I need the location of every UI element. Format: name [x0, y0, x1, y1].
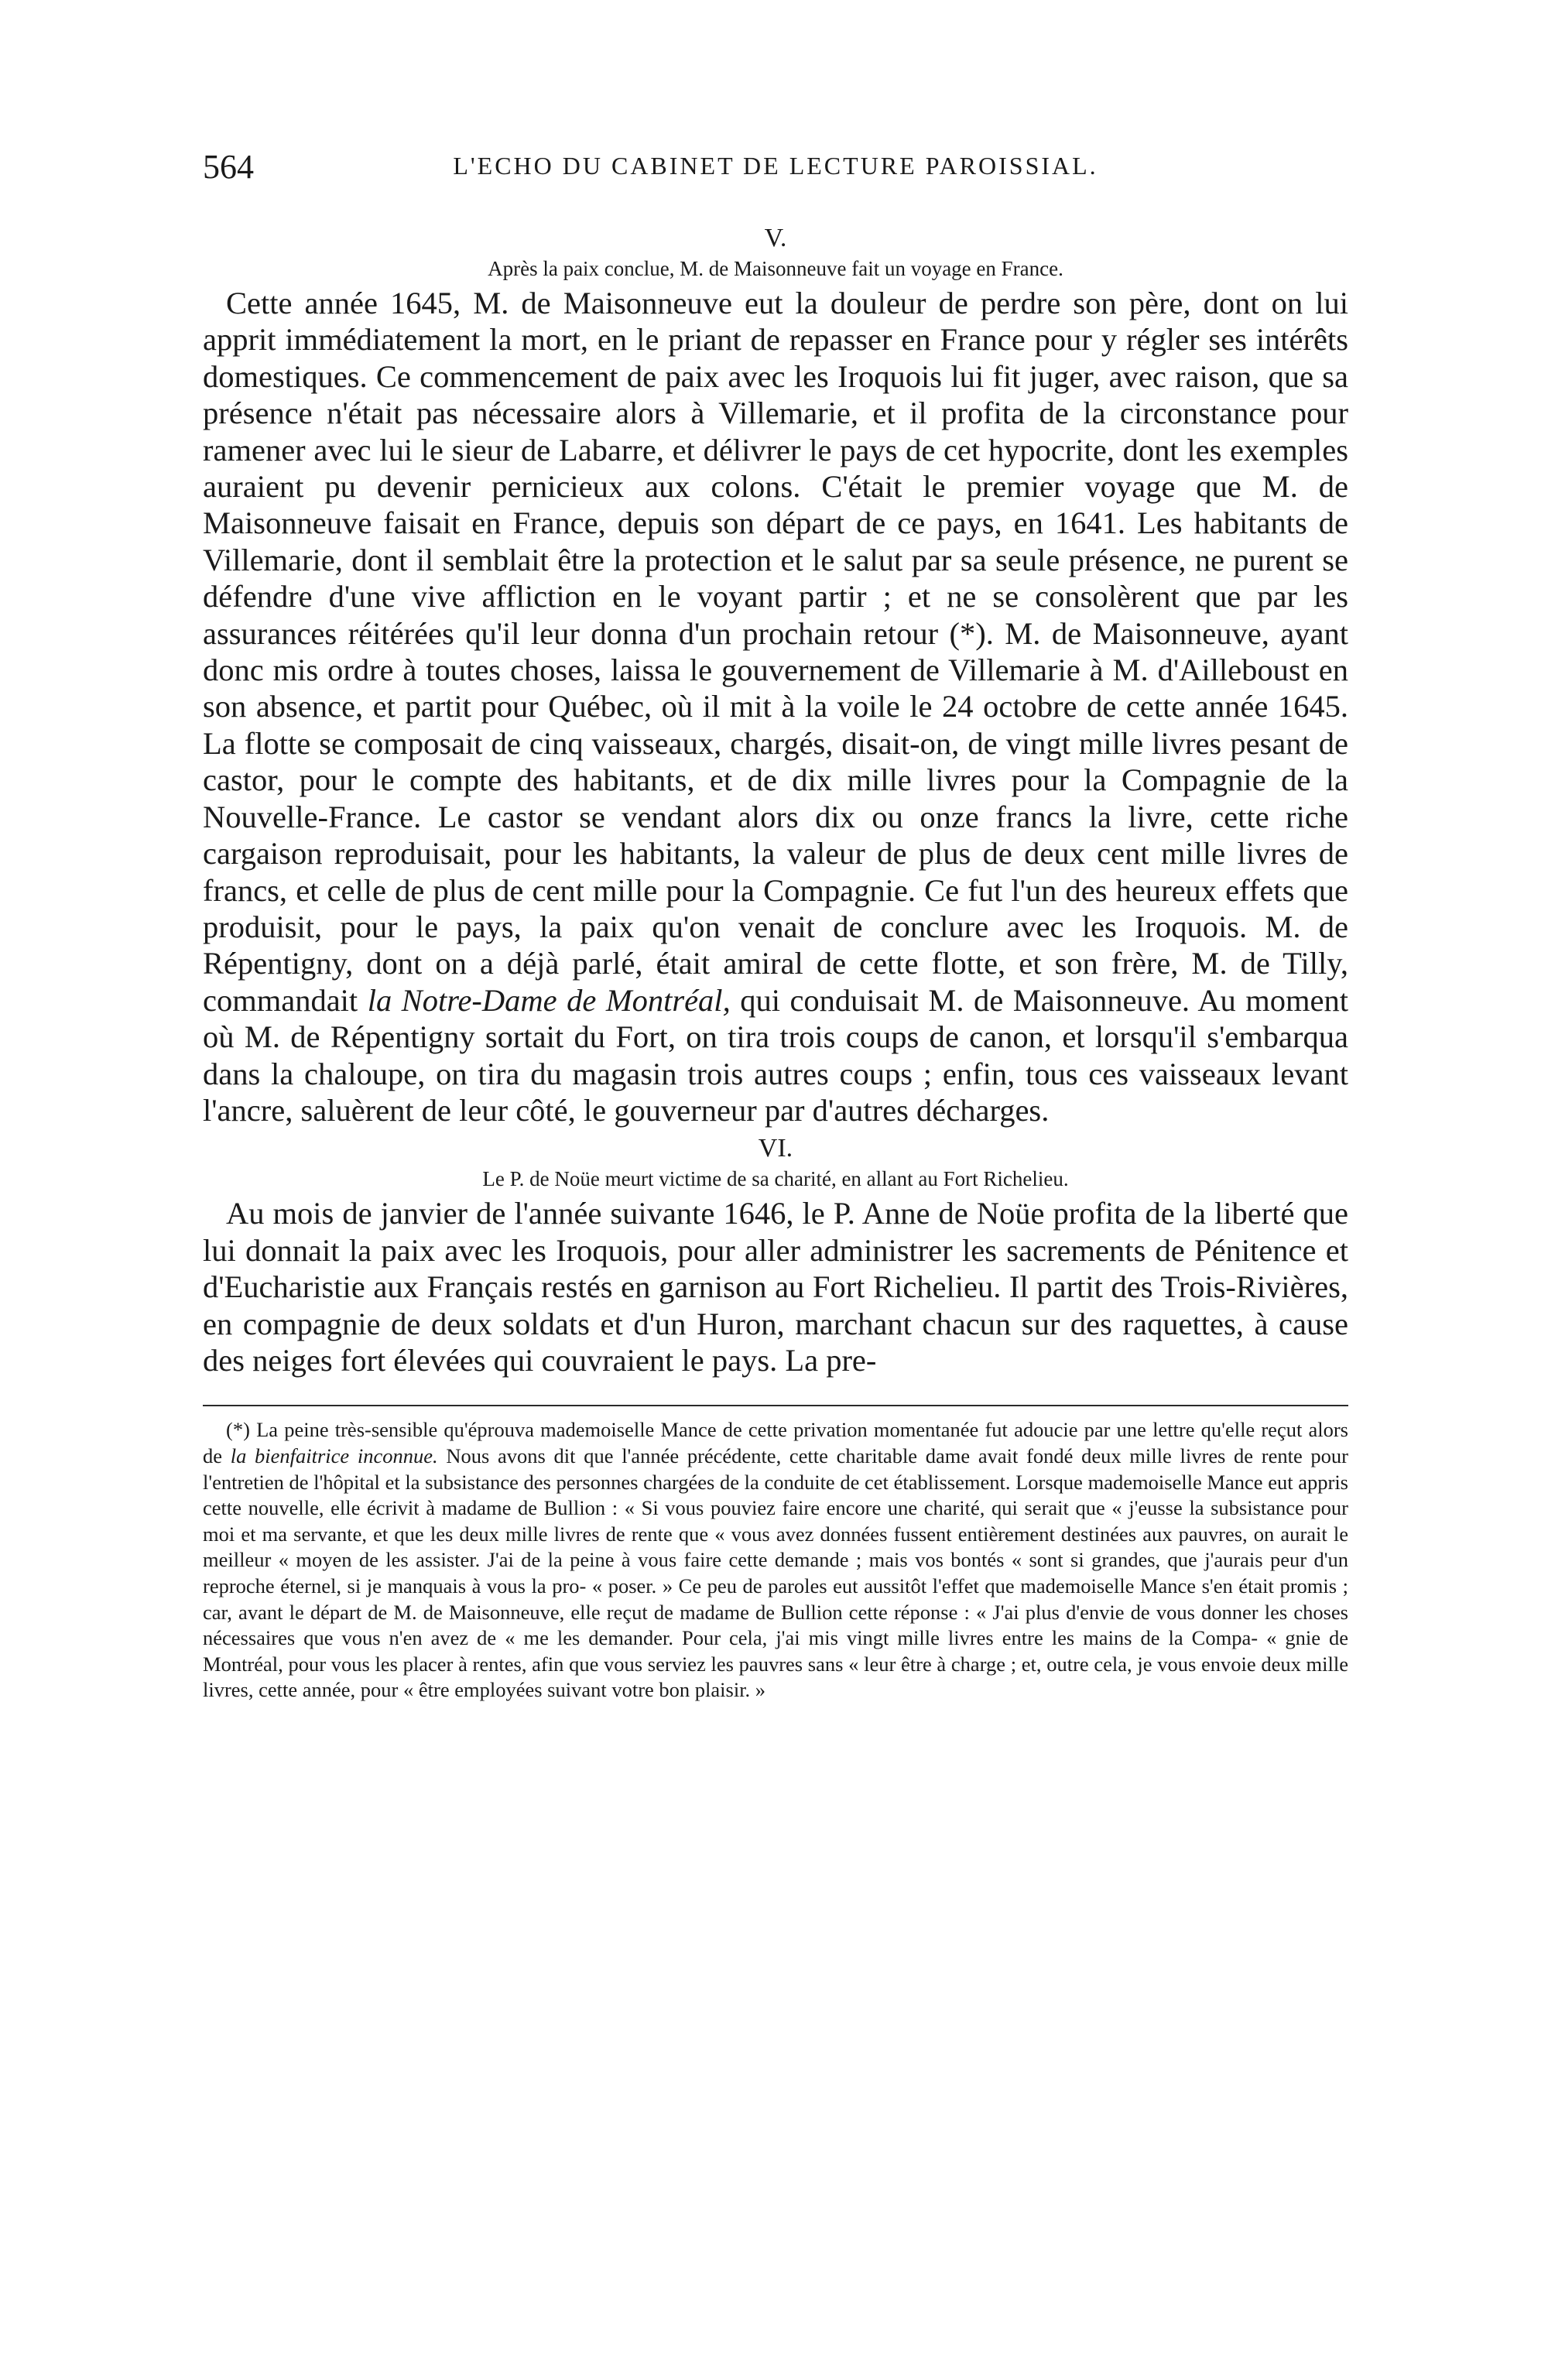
- journal-title: L'ECHO DU CABINET DE LECTURE PAROISSIAL.: [453, 152, 1098, 180]
- footnote-marker: (*): [226, 1418, 250, 1442]
- section-vi-subtitle: Le P. de Noüe meurt victime de sa charité, en allant au Fort Richelieu.: [482, 1167, 1069, 1191]
- ship-name: la Notre-Dame de Montréal,: [367, 982, 731, 1018]
- running-head: [203, 139, 1348, 193]
- section-v-numeral: V.: [764, 224, 787, 252]
- section-v-text-3: qui conduisait M. de Maisonneuve. Au moment où M. de Répentigny sortait du Fort, on tira trois coups de canon, et lorsqu'il s'embarqua dans la chaloupe, on tira du magasin trois autres coups ; enfin, tous ces vaisseaux levant l'ancre, saluèrent de leur côté, le gouverneur par d'autres décharges.: [203, 982, 1349, 1128]
- section-vi-paragraph: Au mois de janvier de l'année suivante 1646, le P. Anne de Noüe profita de la liberté que lui donnait la paix avec les Iroquois, pour aller administrer les sacrements de Pénitence et d'Eucharistie aux Français restés en garnison au Fort Richelieu. Il partit des Trois-Rivières, en compagnie de deux soldats et d'un Huron, marchant chacun sur des raquettes, à cause des neiges fort élevées qui couvraient le pays. La pre-: [203, 1196, 1348, 1378]
- page-number: 564: [203, 148, 254, 186]
- section-v-text-1: Cette année 1645, M. de Maisonneuve eut la douleur de perdre son père, dont on lui apprit immédiatement la mort, en le priant de repasser en France pour y régler ses intérêts domestiques. Ce commencement de paix avec les Iroquois lui fit juger, avec raison, que sa présence n'était pas nécessaire alors à Villemarie, et il profita de la circonstance pour ramener avec lui le sieur de Labarre, et délivrer le pays de cet hypocrite, dont les exemples auraient pu devenir pernicieux aux colons. C'était le premier voyage que M. de Maisonneuve faisait en France, depuis son départ de ce pays, en 1641. Les habitants de Villemarie, dont il semblait être la protection et le salut par sa seule présence, ne purent se défendre d'une vive affliction en le voyant partir ; et ne se consolèrent que par les assurances réitérées qu'il leur donna d'un prochain retour: [203, 286, 1348, 651]
- footnote-text-2: Nous avons dit que l'année précédente, cette charitable dame avait fondé deux mille livres de rente pour l'entretien de l'hôpital et la subsistance des personnes chargées de la conduite de cet établissement. Lorsque mademoiselle Mance eut appris cette nouvelle, elle écrivit à madame de Bullion : « Si vous pouviez faire encore une charité, qui serait que « j'eusse la subsistance pour moi et ma servante, et que les deux mille livres de rente que « vous avez données fussent entièrement destinées aux pauvres, on aurait le meilleur « moyen de les assister. J'ai de la peine à vous faire cette demande ; mais vos bontés « sont si grandes, que j'aurais peur d'un reproche éternel, si je manquais à vous la pro- « poser. » Ce peu de paroles eut aussitôt l'effet que mademoiselle Mance s'en était promis ; car, avant le départ de M. de Maisonneuve, elle reçut de madame de Bullion cette réponse : « J'ai plus d'envie de vous donner les choses nécessaires que vous n'en avez de « me les demander. Pour cela, j'ai mis vingt mille livres entre les mains de la Compa- « gnie de Montréal, pour vous les placer à rentes, afin que vous serviez les pauvres sans « leur être à charge ; et, outre cela, je vous envoie deux mille livres, cette année, pour « être employées suivant votre bon plaisir. »: [203, 1443, 1348, 1702]
- footnote-divider: [203, 1405, 1348, 1406]
- footnote-text-1: La peine très-sensible qu'éprouva mademoiselle Mance de cette privation momentanée fut adoucie par une lettre qu'elle reçut alors de: [203, 1418, 1348, 1467]
- footnote-italic: la bienfaitrice inconnue.: [230, 1443, 438, 1467]
- section-vi-numeral: VI.: [758, 1134, 793, 1163]
- footnote-reference: (*).: [949, 615, 994, 651]
- section-v-text-2: M. de Maisonneuve, ayant donc mis ordre à toutes choses, laissa le gouvernement de Villemarie à M. d'Ailleboust en son absence, et partit pour Québec, où il mit à la voile le 24 octobre de cette année 1645. La flotte se composait de cinq vaisseaux, chargés, disait-on, de vingt mille livres pesant de castor, pour le compte des habitants, et de dix mille livres pour la Compagnie de la Nouvelle-France. Le castor se vendant alors dix ou onze francs la livre, cette riche cargaison reproduisait, pour les habitants, la valeur de plus de deux cent mille livres de francs, et celle de plus de cent mille pour la Compagnie. Ce fut l'un des heureux effets que produisit, pour le pays, la paix qu'on venait de conclure avec les Iroquois. M. de Répentigny, dont on a déjà parlé, était amiral de cette flotte, et son frère, M. de Tilly, commandait: [203, 615, 1348, 1018]
- section-v-subtitle: Après la paix conclue, M. de Maisonneuve fait un voyage en France.: [488, 257, 1063, 280]
- page: [203, 139, 1348, 1704]
- section-v-paragraph: [203, 285, 1348, 1128]
- footnote: [203, 1417, 1348, 1704]
